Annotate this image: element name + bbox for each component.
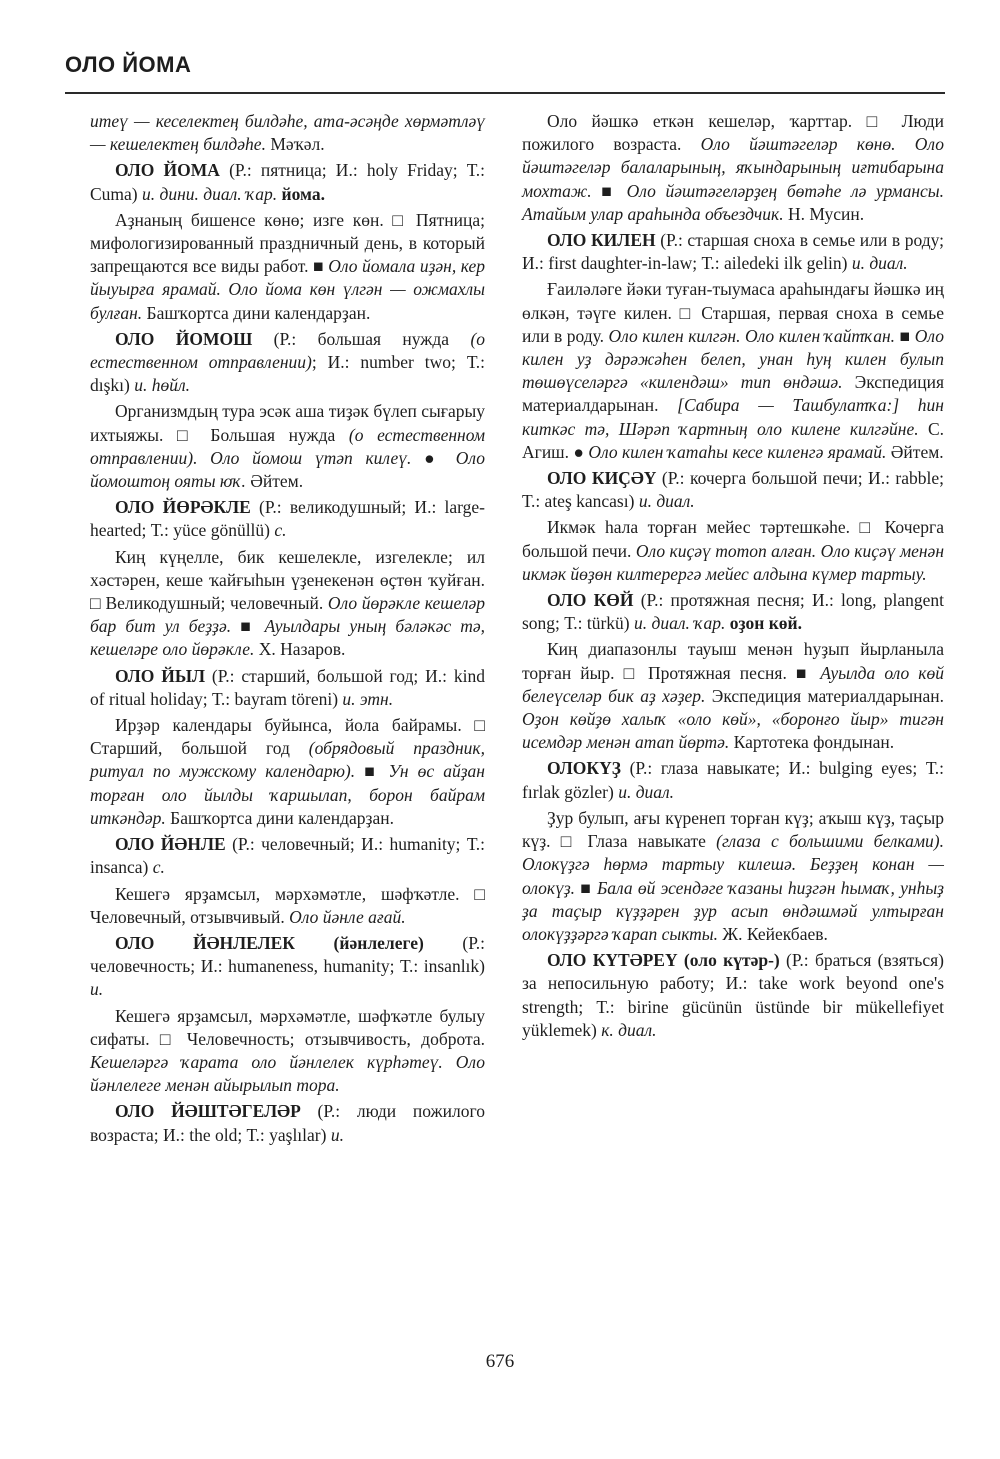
body-text: (Р.: браться (взяться) за непосильную работу; И.: take work beyond one's strength; Т.: birine gücünün üstünde bir mükellefiyet yüklemek) [522,950,944,1040]
body-text: (Р.: люди пожилого возраста; И.: the old; Т.: yaşlılar) [90,1101,485,1145]
body-text: Н. Мусин. [783,203,865,224]
entry-headword: ОЛО КИЛЕН [547,230,656,251]
dictionary-paragraph [90,714,485,830]
italic-text: [Сабира — Ташбулатҡа:] hин киткәс тә, Шәрәп ҡартның оло килене килгәйне. [522,395,944,439]
italic-text: Оло килен уҙ дәрәжәhен белеп, унан hуң килен булып төшөүселәргә «килендәш» тип өндәшә. [522,325,944,393]
italic-text: (о естественном отправлении) [90,328,486,373]
body-text: Кешегә ярҙамсыл, мәрхәмәтле, шәфҡәтле. □ Человечный, отзывчивый. [90,883,485,927]
body-text: Ҙур булып, ағы күренеп торған күҙ; аҡыш күҙ, таҫыр күҙ. □ Глаза навыкате [522,807,944,852]
italic-text: Оло килен килгән. Оло килен ҡайтҡан. [608,325,896,346]
italic-text: (глаза с большими белками). Олокүҙгә hөрмә тартыу килешә. Беҙҙең конан — олокүҙ. [522,831,944,898]
italic-text: Оло йомала иҙән, кер йыуырға ярамай. Оло йома көн үлгән — ожмахлы булған. [90,256,486,323]
dictionary-paragraph [90,110,485,156]
dictionary-paragraph [522,278,944,464]
italic-text: и. [90,979,104,1000]
body-text: (Р.: старшая сноха в семье или в роду; И.: first daughter-in-law; Т.: ailedeki ilk gelin) [522,230,944,274]
dictionary-paragraph [90,546,485,662]
body-text: ; И.: number two; Т.: dışkı) [90,352,485,396]
body-text: Мәҡәл. [265,134,325,155]
body-text: ■ [231,616,265,637]
dictionary-paragraph [90,833,485,879]
body-text: Аҙнаның бишенсе көнө; изге көн. □ Пятница; мифологизированный праздничный день, в который запрещаются все виды работ. ■ [90,209,485,277]
body-text: Киң күңелле, бик кешелекле, изгелекле; ил хәстәрен, кеше ҡайғыhын үҙенекенән өҫтөн ҡуйған. □ Великодушный; человечный. [90,546,485,614]
dictionary-paragraph [90,883,485,929]
body-text: ● [411,447,456,468]
body-text: С. Агиш. ● [522,418,944,462]
dictionary-paragraph [90,932,485,1002]
right-column [522,110,944,1045]
entry-headword: ОЛО ЙЫЛ [115,665,206,686]
italic-text: Ауылдары уның бәләкәс тә, кешеләре оло йөрәкле. [90,616,485,660]
italic-text: Ауылда оло көй белеүселәр бик аҙ хәҙер. [522,662,944,706]
entry-headword: ОЛО ЙОМОШ [115,328,253,349]
dictionary-paragraph [90,1005,485,1098]
body-text: Әйтем. [245,471,304,492]
entry-headword: ОЛО КҮТӘРЕҮ (оло күтәр-) [547,950,780,971]
italic-text: и. hөйл. [134,375,191,396]
italic-text: и. этн. [342,688,394,709]
dictionary-paragraph [522,949,944,1042]
body-text: (Р.: пятница; И.: holy Friday; Т.: Cuma) [90,160,485,204]
entry-headword: ОЛО КИҪӘҮ [547,468,657,489]
italic-text: и. диал. [618,781,675,802]
body-text: Х. Назаров. [254,639,346,660]
dictionary-paragraph [522,757,944,803]
entry-headword: оҙон көй. [729,613,803,634]
italic-text: и. диал. ҡар. [634,613,726,634]
italic-text: итеү — кеселектең билдәhе, ата-әсәңде хөрмәтләү — кешелектең билдәhе. [90,111,485,155]
dictionary-paragraph [90,496,485,542]
italic-text: Оло йәштәгеләр көнө. Оло йәштәгеләр балаларының, яҡындарының иғтибарына мохтаж. [522,134,944,201]
dictionary-paragraph [522,516,944,586]
italic-text: Оло киҫәү тотоп алған. Оло киҫәү менән икмәк йөҙөн килтерергә мейес алдына күмер тартыу. [522,540,945,584]
dictionary-paragraph [90,400,485,493]
body-text: (Р.: человечность; И.: humaneness, humanity; Т.: insanlık) [90,932,485,977]
body-text: ■ [895,325,915,346]
italic-text: и. [330,1124,344,1145]
dictionary-paragraph [522,638,944,754]
dictionary-paragraph [90,328,485,398]
entry-headword: ОЛО ЙӘНЛЕЛЕК (йәнлелеге) [115,932,424,953]
dictionary-paragraph [522,589,944,635]
header-rule [65,92,945,94]
body-text: (Р.: протяжная песня; И.: long, plangent song; Т.: türkü) [522,590,944,634]
body-text: Икмәк hала торған мейес тәртешкәhе. □ Кочерга большой печи. [522,517,944,561]
left-column [90,110,485,1150]
entry-headword: ОЛО КӨЙ [547,590,634,611]
body-text: Башҡортса дини календарҙан. [165,807,394,828]
entry-headword: ОЛО ЙӘНЛЕ [115,834,226,855]
entry-headword: ОЛОКҮҘ [547,758,621,779]
body-text: Киң диапазонлы тауыш менән hуҙып йырланыла торған йыр. □ Протяжная песня. ■ [522,639,944,683]
body-text: (Р.: человечный; И.: humanity; Т.: insanca) [90,834,485,878]
italic-text: и. диал. [851,253,908,274]
body-text: Башҡортса дини календарҙан. [142,302,371,323]
body-text: (Р.: кочерга большой печи; И.: rabble; Т.: ateş kancası) [522,468,944,512]
body-text: Экспедиция материалдарынан. [705,685,945,706]
body-text: Оло йәшкә еткән кешеләр, ҡарттар. □ Люди пожилого возраста. [522,111,944,155]
body-text: ■ [355,761,389,782]
body-text: ■ [575,877,597,898]
entry-headword: ОЛО ЙӨРӘКЛЕ [115,497,251,518]
dictionary-paragraph [522,110,944,226]
italic-text: Оло йәнле ағай. [289,906,406,927]
italic-text: (обрядовый праздник, ритуал по мужскому календарю). [90,738,485,782]
italic-text: Кешеләргә ҡарата оло йәнлелек күрhәтеү. Оло йәнлелеге менән айырылып тора. [90,1051,485,1096]
entry-headword: ОЛО ЙӘШТӘГЕЛӘР [115,1101,301,1122]
dictionary-paragraph [90,665,485,711]
body-text: Кешегә ярҙамсыл, мәрхәмәтле, шәфҡәтле булыу сифаты. □ Человечность; отзывчивость, доброта. [90,1005,485,1049]
italic-text: Оло йомоштоң ояты юҡ. [90,447,485,492]
entry-headword: йома. [281,183,325,204]
entry-headword: ОЛО ЙОМА [115,160,220,181]
italic-text: к. диал. [601,1019,657,1040]
italic-text: Оҙон көйҙө халыҡ «оло көй», «боронғо йыр» тигән исемдәр менән атап йөртә. [522,709,944,753]
body-text: Ирҙәр календары буйынса, йола байрамы. □ Старший, большой год [90,715,485,759]
italic-text: Бала өй эсендәге ҡазаны hиҙгән hымаҡ, унhыҙ ҙа таҫыр күҙҙәрен ҙур асып өндәшмәй ултырған олокүҙҙәргә ҡарап сыкты. [522,877,945,944]
body-text: Ғаиләләге йәки туған-тыумаса араhындағы йәшкә иң өлкән, тәүге килен. □ Старшая, первая сноха в семье или в роду. [522,279,944,346]
dictionary-paragraph [90,209,485,325]
dictionary-paragraph [522,807,944,946]
body-text: (Р.: великодушный; И.: large-hearted; Т.: yüce gönüllü) [90,497,485,541]
italic-text: Ун өс айҙан торған оло йылды ҡаршылап, борон байрам иткәндәр. [90,761,485,828]
italic-text: и. диал. [638,491,695,512]
italic-text: Оло килен ҡатаhы кесе киленгә ярамай. [588,441,887,462]
body-text: (Р.: большая нужда [252,328,471,349]
italic-text: Оло йәштәгеләрҙең бөтәhе лә урмансы. Атайым улар араhында объездчик. [522,180,944,224]
italic-text: с. [152,857,165,878]
italic-text: (о естественном отправлении). Оло йомош үтәп килеү. [90,424,485,468]
dictionary-paragraph [90,159,485,205]
italic-text: и. дини. диал. ҡар. [142,183,278,204]
body-text: (Р.: глаза навыкате; И.: bulging eyes; Т.: fırlak gözler) [522,758,944,802]
page-number: 676 [485,1351,515,1372]
page-header: ОЛО ЙОМА [65,52,192,77]
dictionary-paragraph [522,467,944,513]
body-text: Организмдың тура эсәк аша тиҙәк бүлеп сығарыу ихтыяжы. □ Большая нужда [90,401,485,445]
body-text: Ж. Кейекбаев. [718,923,828,944]
italic-text: Оло йөрәкле кешеләр бар бит ул беҙҙә. [90,593,485,637]
body-text: (Р.: старший, большой год; И.: kind of ritual holiday; Т.: bayram töreni) [90,665,485,709]
body-text: Әйтем. [886,441,944,462]
dictionary-paragraph [90,1100,485,1146]
body-text: Картотека фондынан. [729,732,895,753]
italic-text: с. [274,520,287,541]
dictionary-paragraph [522,229,944,275]
body-text: ■ [591,180,627,201]
body-text: Экспедиция материалдарынан. [522,372,944,416]
